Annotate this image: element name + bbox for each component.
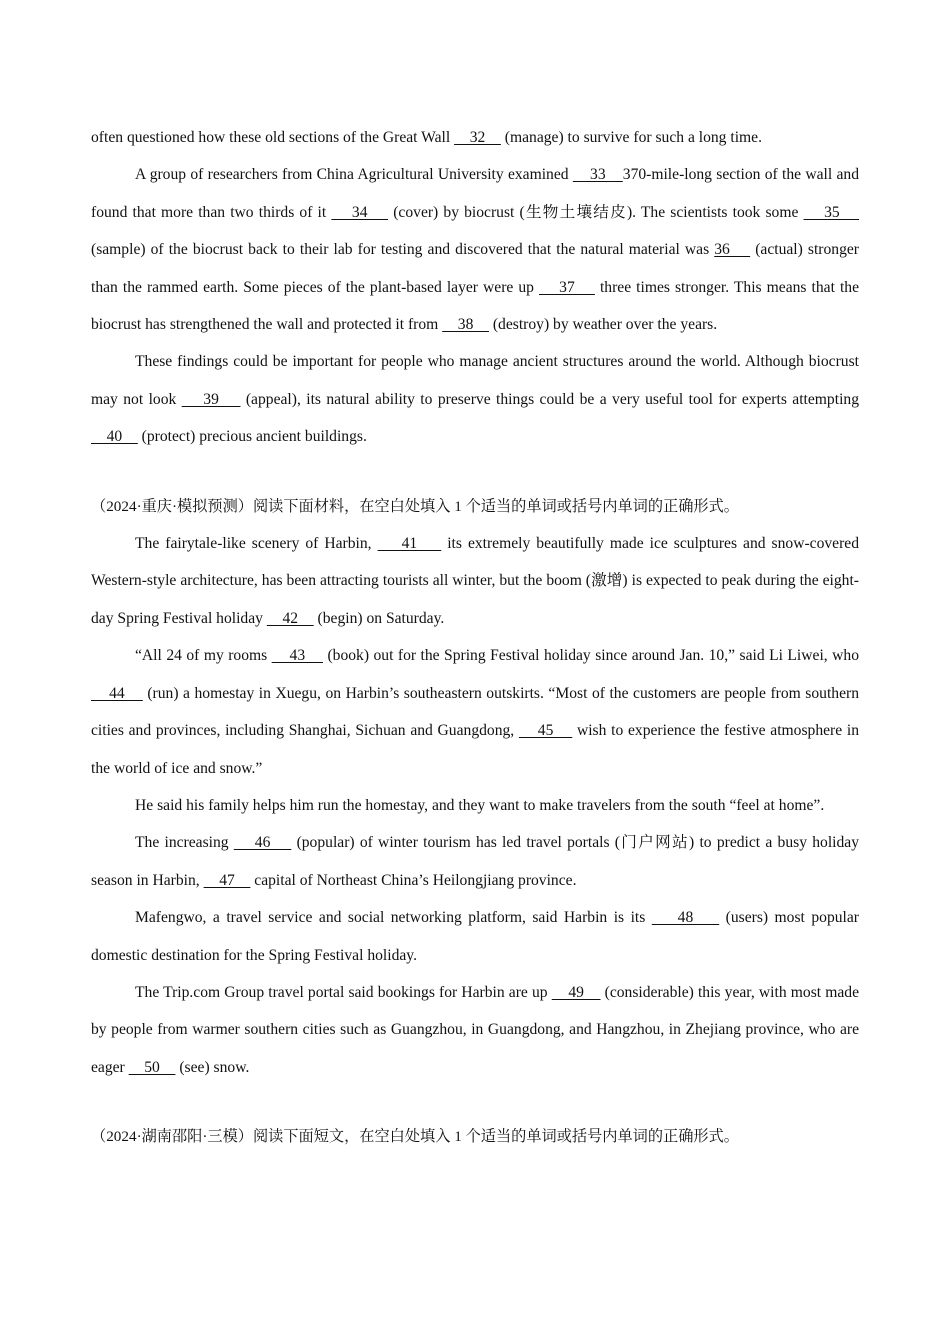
paragraph-text: 370-mile-long section of the wall and found that more than two thirds of it	[91, 166, 859, 221]
answer-blank: 47	[203, 871, 251, 889]
answer-blank: 34	[331, 203, 389, 221]
document-page	[91, 119, 859, 1156]
paragraph-text: (book) out for the Spring Festival holiday since around Jan. 10,” said Li Liwei, who	[323, 647, 859, 665]
paragraph-text: (manage) to survive for such a long time.	[500, 129, 762, 146]
paragraph-text: (sample) of the biocrust back to their lab for testing and discovered that the natural material was	[91, 241, 715, 259]
paragraph-text: (cover) by biocrust (生物土壤结皮). The scientists took some	[388, 203, 804, 221]
answer-blank: 45	[518, 722, 573, 740]
section2-paragraph-6	[91, 974, 859, 1086]
answer-blank: 46	[233, 834, 292, 852]
passage1-paragraph-0	[91, 119, 859, 156]
section2-paragraph-4	[91, 824, 859, 899]
paragraph-text: A group of researchers from China Agricultural University examined	[135, 166, 573, 184]
paragraph-text: (run) a homestay in Xuegu, on Harbin’s southeastern outskirts. “Most of the customers are people from southern cities and provinces, including Shanghai, Sichuan and Guangdong,	[91, 684, 859, 740]
section2-paragraph-3	[91, 787, 859, 824]
answer-blank: 38	[442, 316, 489, 334]
paragraph-text: (protect) precious ancient buildings.	[137, 428, 367, 446]
paragraph-text: (begin) on Saturday.	[313, 609, 445, 627]
paragraph-text: These findings could be important for people who manage ancient structures around the world. Although biocrust may not look	[91, 353, 859, 408]
paragraph-text: (considerable) this year, with most made by people from warmer southern cities such as Guangzhou, in Guangdong, and Hangzhou, in Zhejiang province, who are eager	[91, 983, 860, 1076]
section-spacer	[91, 456, 859, 488]
paragraph-text: Mafengwo, a travel service and social networking platform, said Harbin is its	[135, 909, 652, 927]
answer-blank: 50	[128, 1058, 176, 1076]
answer-blank: 39	[181, 390, 241, 408]
answer-blank: 36	[714, 241, 751, 259]
paragraph-text: (popular) of winter tourism has led travel portals (门户网站) to predict a busy holiday season in Harbin,	[91, 834, 860, 889]
paragraph-text: (see) snow.	[175, 1058, 250, 1076]
answer-blank: 41	[377, 535, 442, 553]
paragraph-text: (actual) stronger than the rammed earth. Some pieces of the plant-based layer were up	[91, 241, 860, 296]
answer-blank: 49	[551, 983, 601, 1001]
paragraph-text: three times stronger. This means that the biocrust has strengthened the wall and protected it from	[91, 278, 860, 334]
paragraph-text: capital of Northeast China’s Heilongjiang province.	[250, 871, 577, 889]
answer-blank: 42	[266, 609, 314, 627]
section2-paragraph-5	[91, 899, 859, 974]
section2-paragraph-2	[91, 637, 859, 787]
answer-blank: 40	[91, 428, 138, 446]
paragraph-text: The Trip.com Group travel portal said bookings for Harbin are up	[135, 983, 552, 1001]
answer-blank: 44	[91, 684, 143, 702]
paragraph-text: wish to experience the festive atmosphere in the world of ice and snow.”	[91, 722, 859, 777]
passage1-paragraph-2	[91, 343, 859, 455]
paragraph-text: He said his family helps him run the homestay, and they want to make travelers from the south “feel at home”.	[135, 796, 825, 814]
paragraph-text: (appeal), its natural ability to preserve things could be a very useful tool for experts attempting	[240, 390, 859, 408]
section3-header: （2024·湖南邵阳·三模）阅读下面短文，在空白处填入 1 个适当的单词或括号内单词的正确形式。	[91, 1128, 739, 1146]
answer-blank: 33	[572, 166, 623, 184]
paragraph-text: (destroy) by weather over the years.	[488, 316, 718, 334]
answer-blank: 43	[271, 647, 323, 665]
answer-blank: 48	[651, 909, 720, 927]
section2-paragraph-1	[91, 525, 859, 637]
paragraph-text: its extremely beautifully made ice sculptures and snow-covered Western-style architecture, has been attracting tourists all winter, but the boom (激增) is expected to peak during the eight-day Spring Festival holiday	[91, 535, 859, 627]
answer-blank: 35	[803, 203, 860, 221]
section-spacer	[91, 1086, 859, 1118]
paragraph-text: The increasing	[135, 834, 234, 852]
paragraph-text: (users) most popular domestic destination for the Spring Festival holiday.	[91, 909, 859, 964]
paragraph-text: “All 24 of my rooms	[135, 647, 272, 665]
paragraph-text: often questioned how these old sections of the Great Wall	[91, 129, 455, 146]
answer-blank: 32	[454, 129, 501, 146]
answer-blank: 37	[539, 278, 595, 296]
paragraph-text: The fairytale-like scenery of Harbin,	[135, 535, 378, 553]
section2-header: （2024·重庆·模拟预测）阅读下面材料，在空白处填入 1 个适当的单词或括号内单词的正确形式。	[91, 497, 739, 515]
passage1-paragraph-1	[91, 156, 859, 343]
